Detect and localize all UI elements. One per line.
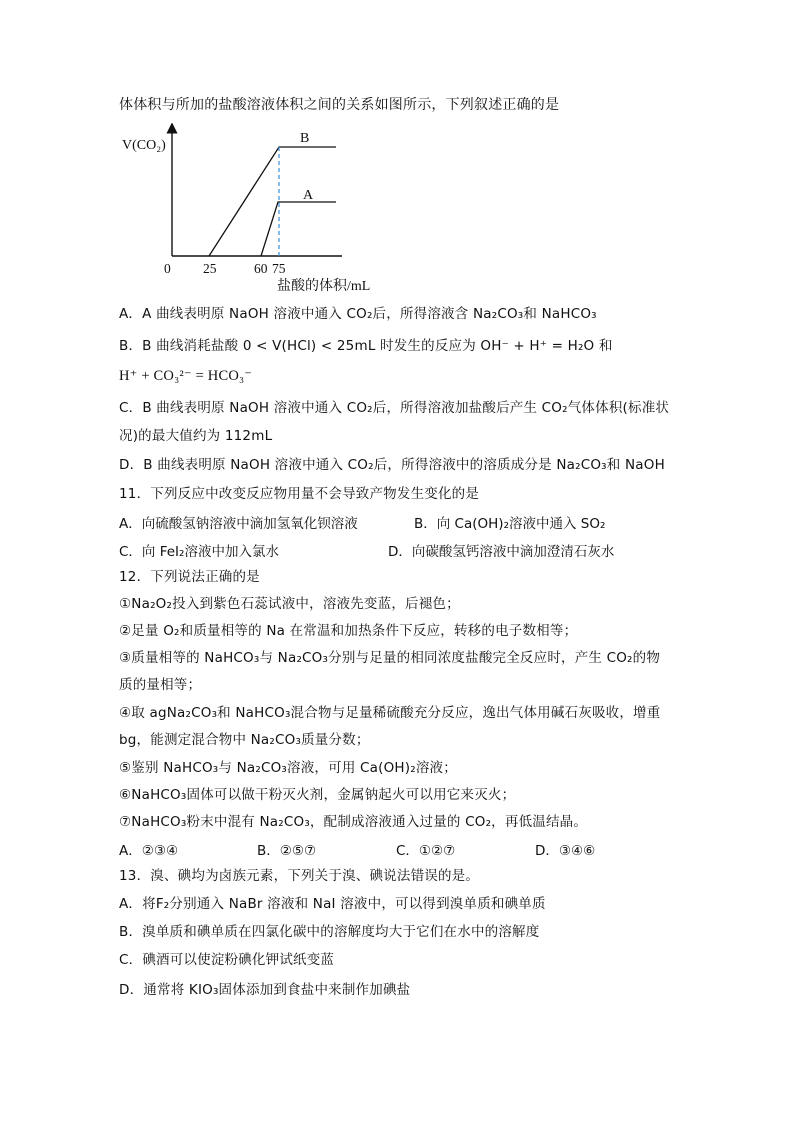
option-label: C． — [119, 400, 143, 416]
co2-volume-graph — [112, 123, 372, 293]
q10-option-b[interactable] — [119, 336, 613, 356]
q12-option-b[interactable]: B．②⑤⑦ — [257, 843, 317, 859]
q13-option-d[interactable]: D．通常将 KIO₃固体添加到食盐中来制作加碘盐 — [119, 982, 411, 998]
q10-option-c-cont: 况)的最大值约为 112mL — [119, 428, 273, 444]
option-label: D． — [119, 457, 144, 473]
q12-stem: 12．下列说法正确的是 — [119, 569, 260, 585]
curve-b-label: B — [300, 131, 310, 146]
q12-statement-3: ③质量相等的 NaHCO₃与 Na₂CO₃分别与足量的相同浓度盐酸完全反应时，产生 CO₂的物 — [119, 650, 661, 666]
q13-option-b[interactable]: B．溴单质和碘单质在四氯化碳中的溶解度均大于它们在水中的溶解度 — [119, 924, 540, 940]
q10-option-c[interactable] — [119, 398, 669, 418]
q12-statement-7: ⑦NaHCO₃粉末中混有 Na₂CO₃，配制成溶液通入过量的 CO₂，再低温结晶。 — [119, 814, 588, 830]
q12-option-a[interactable]: A．②③④ — [119, 843, 179, 859]
y-axis-label: V(CO₂) — [122, 138, 166, 153]
tick-label-0: 0 — [164, 261, 171, 276]
q11-option-d[interactable]: D．向碳酸氢钙溶液中滴加澄清石灰水 — [388, 544, 615, 560]
q13-option-a[interactable]: A．将F₂分别通入 NaBr 溶液和 NaI 溶液中，可以得到溴单质和碘单质 — [119, 896, 546, 912]
q12-statement-2: ②足量 O₂和质量相等的 Na 在常温和加热条件下反应，转移的电子数相等； — [119, 623, 578, 639]
tick-label-60: 60 — [254, 261, 268, 276]
q11-option-a[interactable]: A．向硫酸氢钠溶液中滴加氢氧化钡溶液 — [119, 516, 358, 532]
tick-label-75: 75 — [272, 261, 286, 276]
q13-stem: 13．溴、碘均为卤族元素，下列关于溴、碘说法错误的是。 — [119, 868, 480, 884]
q11-stem: 11．下列反应中改变反应物用量不会导致产物发生变化的是 — [119, 486, 480, 502]
q12-statement-5: ⑤鉴别 NaHCO₃与 Na₂CO₃溶液，可用 Ca(OH)₂溶液； — [119, 760, 457, 776]
x-axis-label: 盐酸的体积/mL — [277, 279, 371, 293]
curve-a-label: A — [303, 188, 314, 203]
option-text: A 曲线表明原 NaOH 溶液中通入 CO₂后，所得溶液含 Na₂CO₃和 NaHCO₃ — [142, 306, 597, 322]
option-text: B 曲线表明原 NaOH 溶液中通入 CO₂后，所得溶液中的溶质成分是 Na₂CO₃和 NaOH — [143, 457, 665, 473]
q11-option-b[interactable]: B．向 Ca(OH)₂溶液中通入 SO₂ — [414, 516, 606, 532]
option-label: B． — [119, 338, 143, 354]
curve-a — [261, 202, 336, 256]
q10-option-a[interactable] — [119, 304, 597, 324]
option-text: B 曲线消耗盐酸 0 < V(HCl) < 25mL 时发生的反应为 OH⁻ + H⁺ = H₂O 和 — [142, 338, 613, 354]
q12-statement-1: ①Na₂O₂投入到紫色石蕊试液中，溶液先变蓝，后褪色； — [119, 596, 460, 612]
q12-statement-4-cont: bg，能测定混合物中 Na₂CO₃质量分数； — [119, 732, 370, 748]
q12-statement-6: ⑥NaHCO₃固体可以做干粉灭火剂，金属钠起火可以用它来灭火； — [119, 787, 516, 803]
q10-option-b-cont: H⁺ + CO₃²⁻ = HCO₃⁻ — [119, 368, 253, 384]
q10-option-d[interactable] — [119, 455, 665, 475]
q13-option-c[interactable]: C．碘酒可以使淀粉碘化钾试纸变蓝 — [119, 952, 335, 968]
question-intro: 体体积与所加的盐酸溶液体积之间的关系如图所示，下列叙述正确的是 — [119, 97, 560, 113]
q12-statement-4: ④取 agNa₂CO₃和 NaHCO₃混合物与足量稀硫酸充分反应，逸出气体用碱石灰吸收，增重 — [119, 705, 661, 721]
tick-label-25: 25 — [203, 261, 217, 276]
q12-statement-3-cont: 质的量相等； — [119, 677, 202, 693]
q11-option-c[interactable]: C．向 FeI₂溶液中加入氯水 — [119, 544, 279, 560]
q12-option-c[interactable]: C．①②⑦ — [396, 843, 456, 859]
option-text: B 曲线表明原 NaOH 溶液中通入 CO₂后，所得溶液加盐酸后产生 CO₂气体体积(标准状 — [142, 400, 670, 416]
q12-option-d[interactable]: D．③④⑥ — [535, 843, 596, 859]
option-label: A． — [119, 306, 143, 322]
